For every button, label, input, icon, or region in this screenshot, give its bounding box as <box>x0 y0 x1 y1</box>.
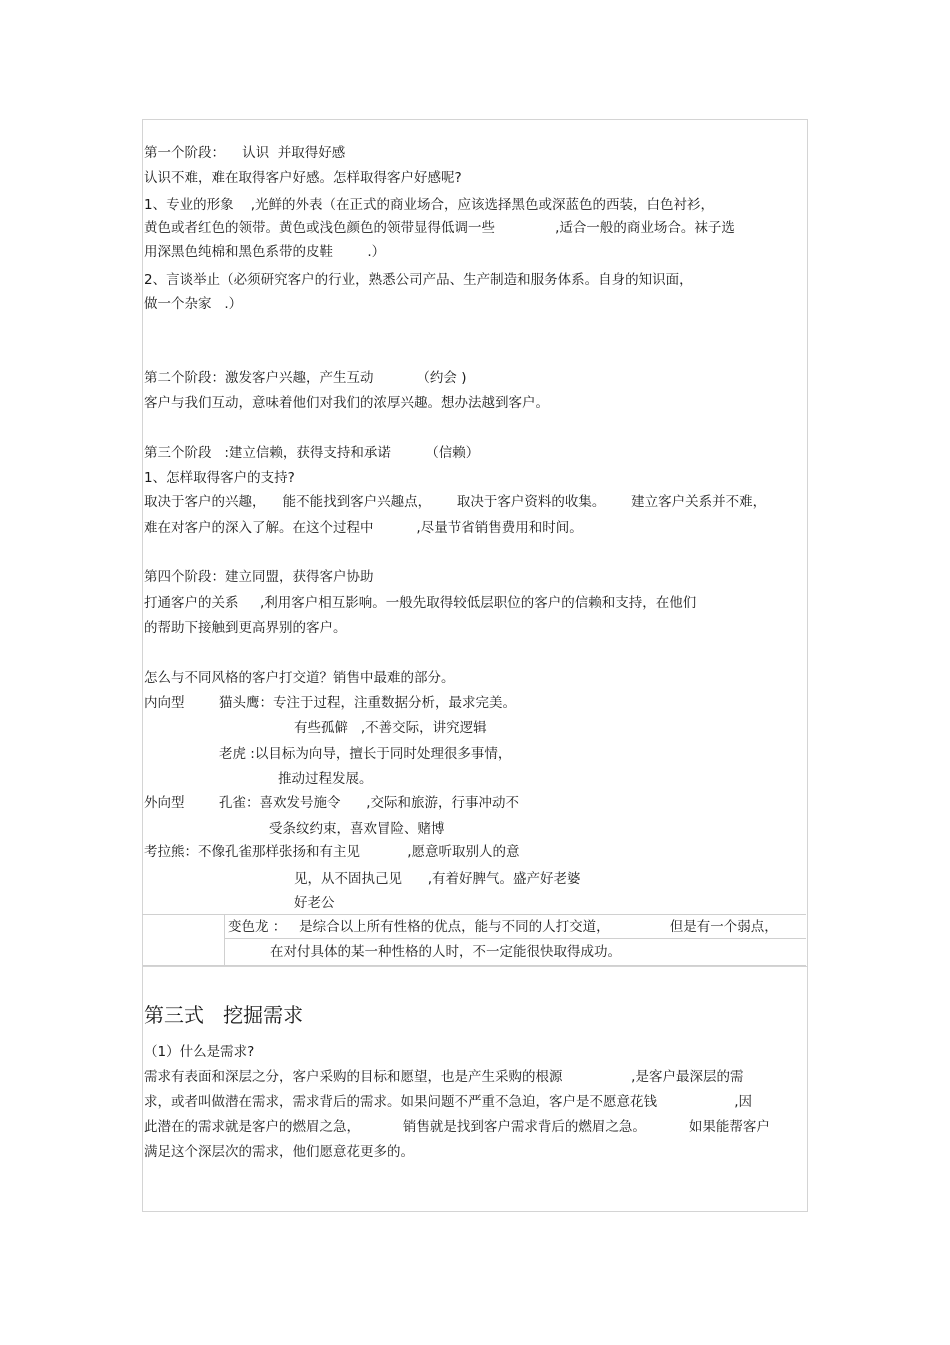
stage4-body-line2: 的帮助下接触到更高界别的客户。 <box>144 620 347 636</box>
stage1-item2-line1: 2、言谈举止（必须研究客户的行业，熟悉公司产品、生产制造和服务体系。自身的知识面， <box>144 272 693 288</box>
stage3-body-line2: 难在对客户的深入了解。在这个过程中 ,尽量节省销售费用和时间。 <box>144 520 583 536</box>
section3-para-line1: 需求有表面和深层之分，客户采购的目标和愿望，也是产生采购的根源 ,是客户最深层的需 <box>144 1069 744 1085</box>
section3-para-line2: 求，或者叫做潜在需求，需求背后的需求。如果问题不严重不急迫，客户是不愿意花钱 ,因 <box>144 1094 753 1110</box>
introvert-label: 内向型 <box>144 695 185 711</box>
stage4-title: 第四个阶段：建立同盟，获得客户协助 <box>144 569 374 585</box>
stage4-body-line1: 打通客户的关系 ,利用客户相互影响。一般先取得较低层职位的客户的信赖和支持，在他们 <box>144 595 697 611</box>
peacock-line1: 孔雀：喜欢发号施令 ,交际和旅游，行事冲动不 <box>219 795 520 811</box>
chameleon-line1: 变色龙 ： 是综合以上所有性格的优点，能与不同的人打交道， 但是有一个弱点， <box>228 919 778 935</box>
stage1-title: 第一个阶段： 认识 并取得好感 <box>144 145 346 161</box>
table-rule-1 <box>142 914 806 915</box>
section3-para-line3: 此潜在的需求就是客户的燃眉之急， 销售就是找到客户需求背后的燃眉之急。 如果能帮客户 <box>144 1119 770 1135</box>
styles-question: 怎么与不同风格的客户打交道？销售中最难的部分。 <box>144 670 455 686</box>
table-rule-2 <box>224 938 806 939</box>
koala-line1: 考拉熊：不像孔雀那样张扬和有主见 ,愿意听取别人的意 <box>144 844 520 860</box>
tiger-line1: 老虎 :以目标为向导，擅长于同时处理很多事情， <box>219 746 512 762</box>
stage1-item1-line3: 用深黑色纯棉和黑色系带的皮鞋 .） <box>144 244 386 260</box>
owl-line2: 有些孤僻 ,不善交际，讲究逻辑 <box>294 720 487 736</box>
section3-heading: 第三式 挖掘需求 <box>144 1003 304 1027</box>
stage3-body-line1: 取决于客户的兴趣， 能不能找到客户兴趣点， 取决于客户资料的收集。 建立客户关系并不难， <box>144 494 767 510</box>
stage2-body: 客户与我们互动，意味着他们对我们的浓厚兴趣。想办法越到客户。 <box>144 395 549 411</box>
stage3-title: 第三个阶段 :建立信赖，获得支持和承诺 （信赖） <box>144 445 480 461</box>
stage1-item1-line1: 1、专业的形象 ,光鲜的外表（在正式的商业场合，应该选择黑色或深蓝色的西装，白色衬衫， <box>144 197 715 213</box>
stage1-item2-line2: 做一个杂家 .） <box>144 296 243 312</box>
peacock-line2: 受条纹约束，喜欢冒险、赌博 <box>269 821 445 837</box>
stage3-question: 1、怎样取得客户的支持? <box>144 470 295 486</box>
stage1-intro: 认识不难，难在取得客户好感。怎样取得客户好感呢? <box>144 170 462 186</box>
koala-line2: 见，从不固执己见 ,有着好脾气。盛产好老婆 <box>294 871 581 887</box>
stage1-item1-line2: 黄色或者红色的领带。黄色或浅色颜色的领带显得低调一些 ,适合一般的商业场合。袜子选 <box>144 220 735 236</box>
koala-line3: 好老公 <box>294 895 335 911</box>
owl-line1: 猫头鹰：专注于过程，注重数据分析，最求完美。 <box>219 695 516 711</box>
chameleon-line2: 在对付具体的某一种性格的人时，不一定能很快取得成功。 <box>270 944 621 960</box>
section3-para-line4: 满足这个深层次的需求，他们愿意花更多的。 <box>144 1144 414 1160</box>
stage2-title: 第二个阶段：激发客户兴趣，产生互动 （约会 ) <box>144 370 467 386</box>
section3-question: （1）什么是需求? <box>144 1044 255 1060</box>
extrovert-label: 外向型 <box>144 795 185 811</box>
tiger-line2: 推动过程发展。 <box>278 771 373 787</box>
table-col-divider <box>224 914 225 965</box>
